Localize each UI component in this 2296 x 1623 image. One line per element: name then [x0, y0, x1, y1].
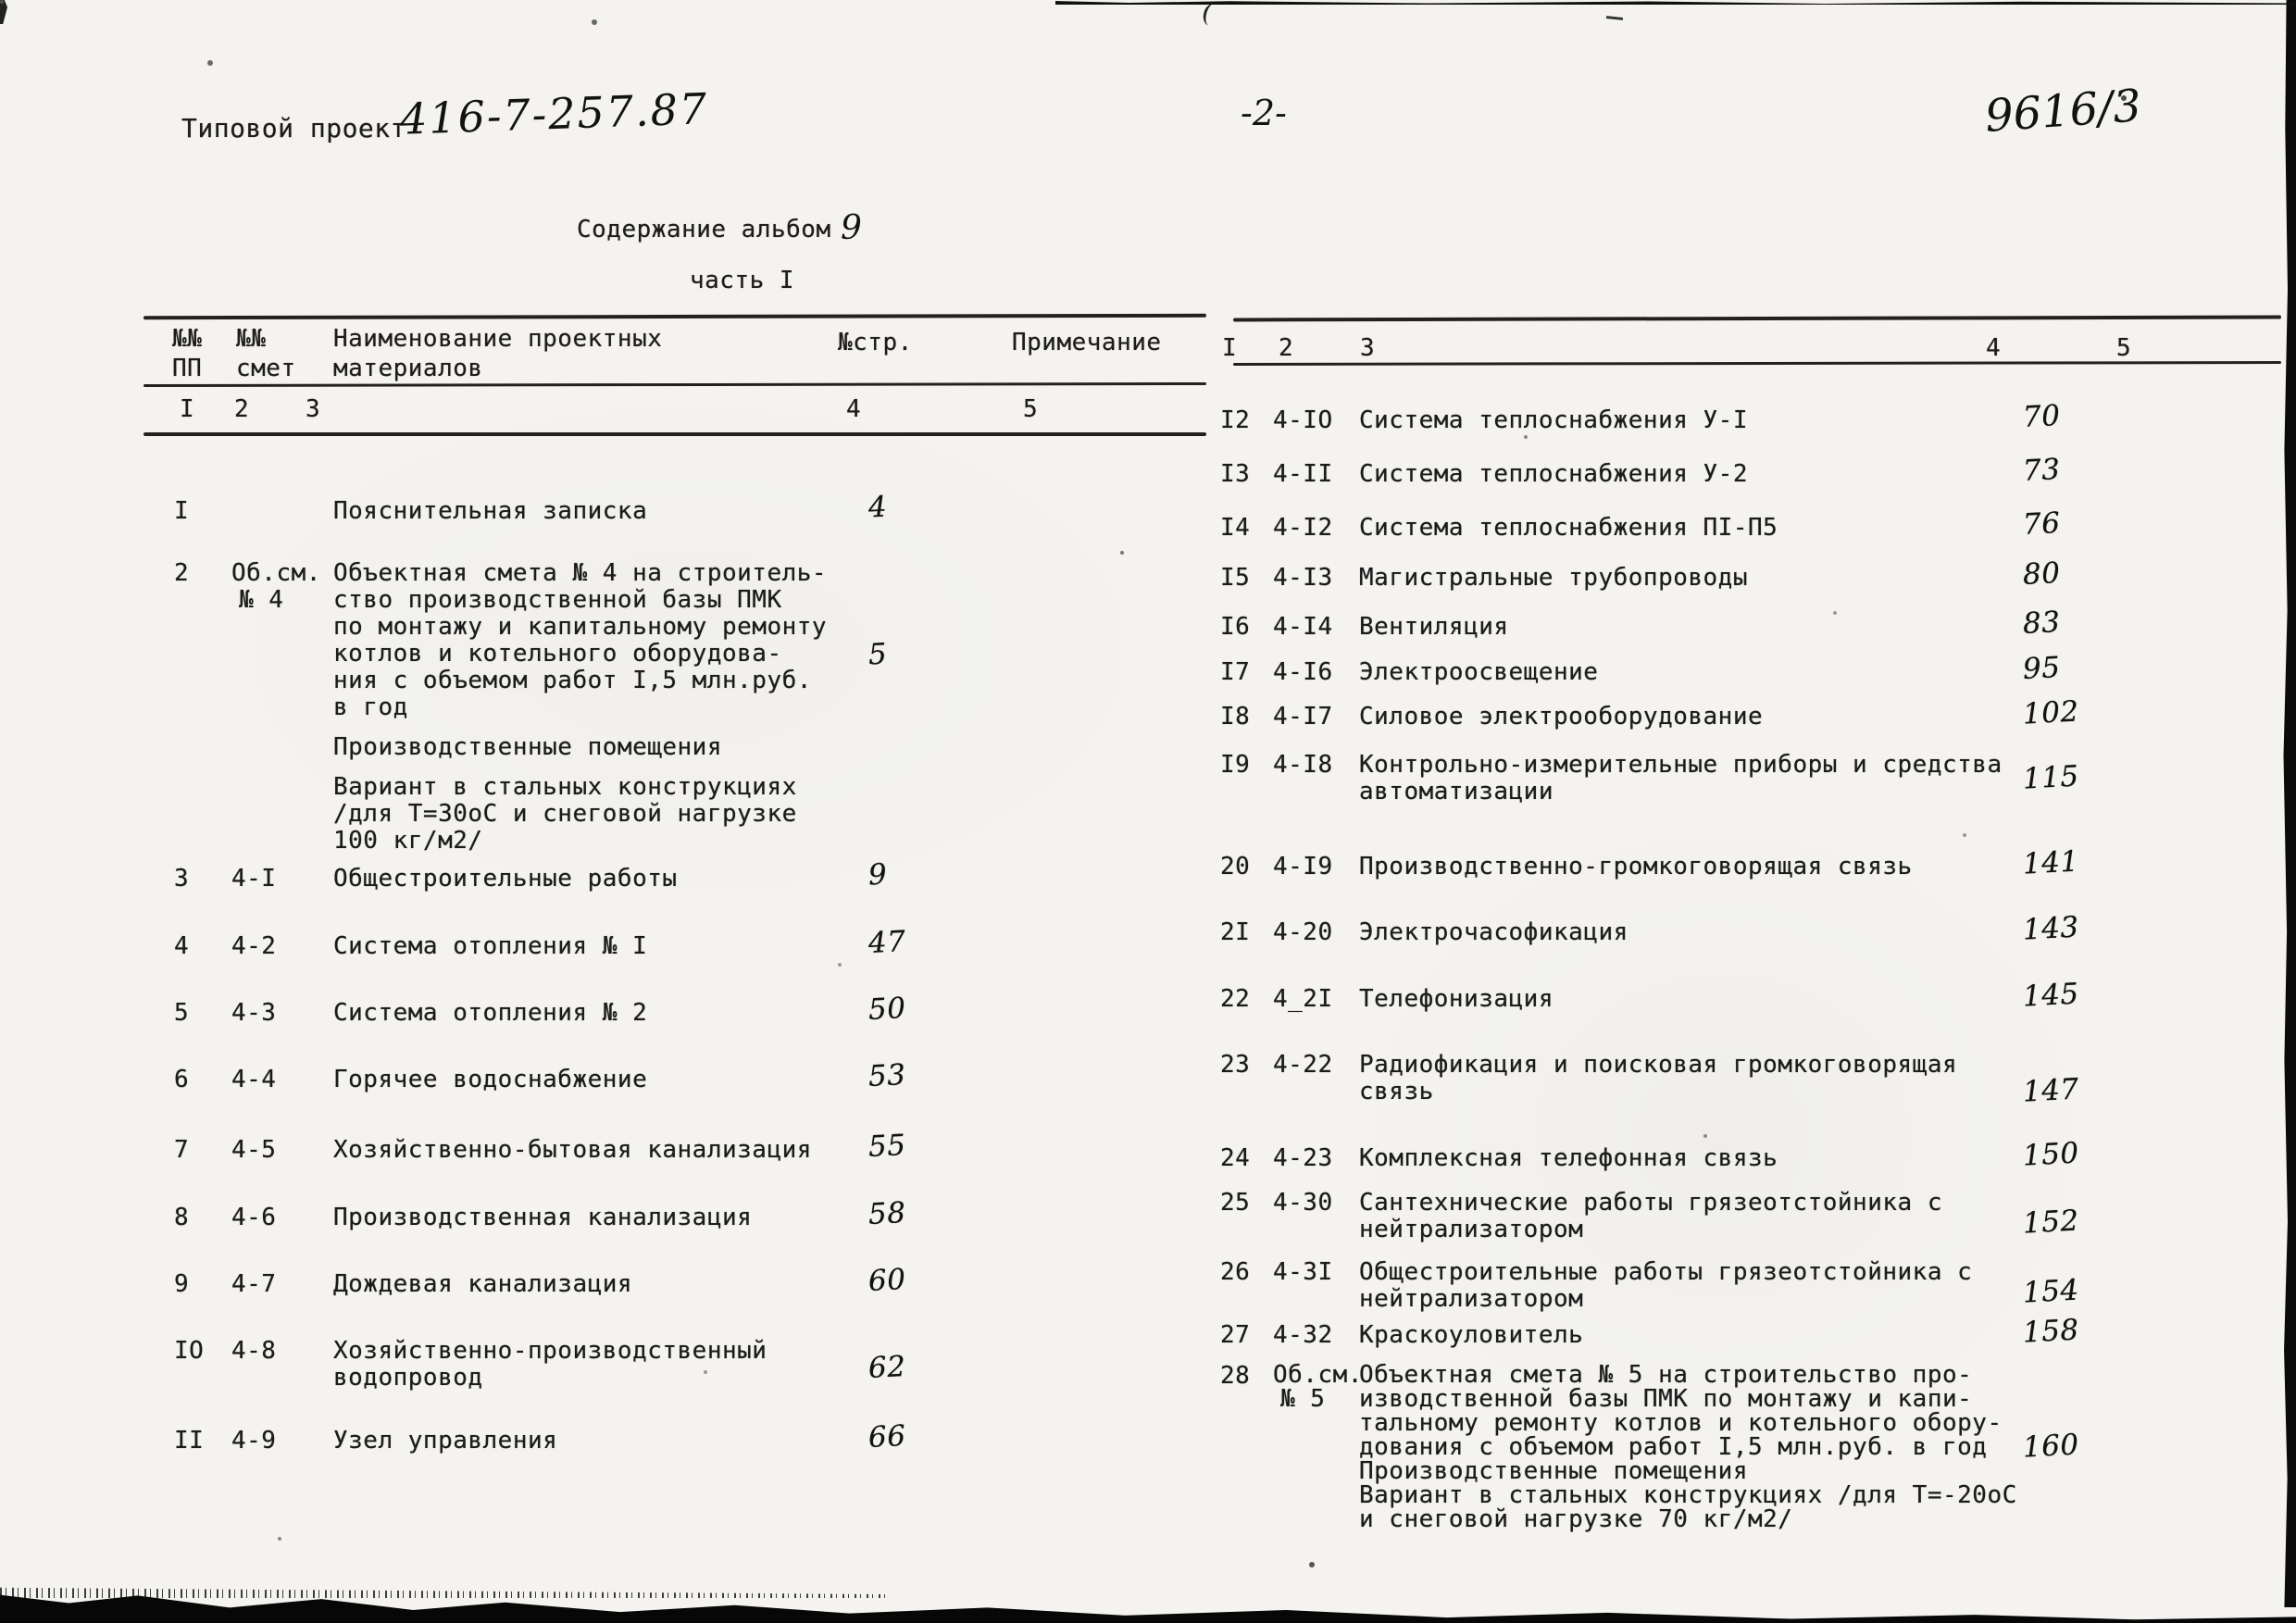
- cell-page-number: 55: [867, 1128, 907, 1165]
- left-header-page: №стр.: [838, 329, 913, 356]
- name-line: ство производственной базы ПМК: [333, 586, 782, 614]
- cell-page-number: 47: [867, 924, 907, 961]
- cell-name: [333, 1000, 647, 1027]
- name-line: и снеговой нагрузке 70 кг/м2/: [1359, 1505, 1793, 1533]
- scan-edge-right: [2279, 0, 2296, 1607]
- name-line: Система теплоснабжения ПI-П5: [1359, 514, 1778, 542]
- left-header-smet-2: смет: [236, 355, 296, 382]
- project-label: Типовой проект: [181, 113, 407, 144]
- cell-name: [1359, 1145, 1778, 1172]
- name-line: Система отопления № 2: [333, 999, 648, 1027]
- cell-name: [1359, 1259, 1972, 1313]
- name-line: автоматизации: [1359, 778, 1554, 805]
- name-line: котлов и котельного оборудова-: [333, 640, 782, 668]
- name-line: Хозяйственно-производственный: [333, 1337, 767, 1365]
- left-header-note: Примечание: [1012, 329, 1162, 356]
- cell-page-number: 60: [867, 1262, 907, 1299]
- cell-name: [1359, 854, 1913, 880]
- name-line: Радиофикация и поисковая громкоговорящая: [1359, 1051, 1958, 1079]
- cell-page-number: 9: [867, 857, 889, 893]
- left-table-rule-mid: [144, 382, 1206, 387]
- name-line: Дождевая канализация: [333, 1270, 633, 1298]
- cell-page-number: 115: [2022, 759, 2080, 796]
- cell-page-number: 95: [2022, 650, 2062, 687]
- cell-row-number: 6: [174, 1066, 190, 1093]
- cell-estimate-number: 4-30: [1273, 1189, 1333, 1217]
- cell-name: [1359, 614, 1509, 641]
- cell-row-number: 2: [174, 559, 190, 587]
- cell-name: [1359, 919, 1628, 946]
- left-header-smet-1: №№: [236, 325, 267, 353]
- cell-page-number: 102: [2022, 694, 2080, 731]
- cell-estimate-number: 4-5: [231, 1136, 277, 1164]
- cell-name: [333, 1271, 632, 1298]
- cell-estimate-number: 4-II: [1273, 460, 1333, 488]
- column-number: 5: [2116, 334, 2132, 362]
- cell-page-number: 147: [2022, 1072, 2080, 1109]
- name-line: Хозяйственно-бытовая канализация: [333, 1136, 812, 1164]
- name-line: Производственные помещения: [1359, 1457, 1748, 1485]
- cell-page-number: 62: [867, 1349, 907, 1386]
- name-line: Вентиляция: [1359, 613, 1509, 641]
- cell-row-number: 4: [174, 932, 190, 960]
- name-line: Магистральные трубопроводы: [1359, 564, 1748, 592]
- cell-estimate-number: 4-3: [231, 999, 277, 1027]
- name-line: связь: [1359, 1078, 1434, 1105]
- cell-estimate-number: 4-I6: [1273, 658, 1333, 686]
- cell-row-number: I8: [1220, 703, 1251, 730]
- cell-row-number: 7: [174, 1136, 190, 1164]
- cell-estimate-number: 4-9: [231, 1427, 277, 1454]
- cell-estimate-number: 4-I4: [1273, 613, 1333, 641]
- cell-page-number: 83: [2022, 605, 2062, 642]
- name-line: тальному ремонту котлов и котельного обору-: [1359, 1409, 2003, 1437]
- cell-estimate-number: 4-6: [231, 1204, 277, 1231]
- left-table-rule-top: [144, 314, 1206, 319]
- cell-row-number: 24: [1220, 1144, 1251, 1172]
- cell-estimate-number: № 5: [1280, 1385, 1326, 1413]
- cell-row-number: I: [174, 497, 190, 525]
- name-line: Система теплоснабжения У-I: [1359, 406, 1748, 434]
- left-header-pp-2: ПП: [172, 355, 203, 382]
- cell-estimate-number: 4-2: [231, 932, 277, 960]
- name-line: Контрольно-измерительные приборы и средства: [1359, 751, 2003, 779]
- cell-name: [1359, 986, 1554, 1013]
- column-number: I: [180, 395, 195, 423]
- cell-name: [333, 1067, 647, 1093]
- left-header-pp-1: №№: [172, 325, 203, 353]
- name-line: /для Т=30оС и снеговой нагрузке: [333, 800, 797, 828]
- pen-dash-mark: [1606, 16, 1623, 20]
- name-line: Система отопления № I: [333, 932, 648, 960]
- cell-estimate-number: 4-20: [1273, 918, 1333, 946]
- name-line: Краскоуловитель: [1359, 1321, 1584, 1349]
- cell-row-number: I9: [1220, 751, 1251, 779]
- cell-estimate-number: Об.см.: [1273, 1361, 1363, 1389]
- name-line: Узел управления: [333, 1427, 558, 1454]
- cell-row-number: I6: [1220, 613, 1251, 641]
- cell-estimate-number: 4-I2: [1273, 514, 1333, 542]
- cell-page-number: 80: [2022, 556, 2062, 593]
- column-number: 5: [1023, 395, 1039, 423]
- column-number: 4: [846, 395, 862, 423]
- column-number: 3: [1360, 334, 1376, 362]
- cell-row-number: 9: [174, 1270, 190, 1298]
- name-line: Общестроительные работы: [333, 865, 678, 893]
- cell-name: [333, 1428, 557, 1454]
- cell-estimate-number: 4-22: [1273, 1051, 1333, 1079]
- name-line: Горячее водоснабжение: [333, 1066, 648, 1093]
- pen-squiggle-mark: [1201, 2, 1221, 27]
- cell-estimate-number: 4-32: [1273, 1321, 1333, 1349]
- cell-page-number: 152: [2022, 1204, 2080, 1241]
- cell-name: [333, 1137, 812, 1164]
- left-header-name-1: Наименование проектных: [333, 325, 663, 353]
- cell-estimate-number: 4-I7: [1273, 703, 1333, 730]
- name-line: по монтажу и капитальному ремонту: [333, 613, 828, 641]
- cell-row-number: 27: [1220, 1321, 1251, 1349]
- name-line: Вариант в стальных конструкциях /для Т=-20оС: [1359, 1481, 2017, 1509]
- cell-page-number: 50: [867, 991, 907, 1028]
- cell-page-number: 73: [2022, 452, 2062, 489]
- cell-page-number: 76: [2022, 506, 2062, 543]
- column-number: I: [1222, 334, 1238, 362]
- name-line: нейтрализатором: [1359, 1216, 1584, 1243]
- doc-code: 9616/3: [1983, 80, 2143, 143]
- cell-name: [333, 933, 647, 960]
- cell-page-number: 66: [867, 1418, 907, 1455]
- name-line: дования с объемом работ I,5 млн.руб. в год: [1359, 1433, 1988, 1461]
- project-number: 416-7-257.87: [399, 83, 709, 144]
- left-table-rule-bottom: [144, 432, 1206, 436]
- cell-name: [333, 560, 827, 855]
- name-line: в год: [333, 693, 408, 721]
- cell-name: [1359, 1190, 1942, 1243]
- name-line: Производственно-громкоговорящая связь: [1359, 853, 1913, 880]
- cell-row-number: 22: [1220, 985, 1251, 1013]
- left-header-name-2: материалов: [333, 355, 483, 382]
- cell-row-number: 26: [1220, 1258, 1251, 1286]
- paper-specks: [0, 0, 4, 4]
- column-number: 3: [306, 395, 321, 423]
- cell-estimate-number: 4-IO: [1273, 406, 1333, 434]
- name-line: Вариант в стальных конструкциях: [333, 773, 797, 801]
- cell-name: [333, 498, 647, 525]
- cell-row-number: 5: [174, 999, 190, 1027]
- name-line: Силовое электрооборудование: [1359, 703, 1764, 730]
- cell-name: [1359, 659, 1598, 686]
- cell-name: [1359, 1363, 2017, 1531]
- cell-row-number: II: [174, 1427, 205, 1454]
- name-line: Электрочасофикация: [1359, 918, 1628, 946]
- cell-page-number: 160: [2022, 1428, 2080, 1465]
- cell-name: [1359, 1052, 1957, 1105]
- cell-estimate-number: 4_2I: [1273, 985, 1333, 1013]
- cell-estimate-number: 4-4: [231, 1066, 277, 1093]
- cell-name: [1359, 461, 1748, 488]
- scan-bottom-noise: [0, 1583, 889, 1598]
- cell-page-number: 145: [2022, 977, 2080, 1014]
- cell-row-number: I5: [1220, 564, 1251, 592]
- name-line: Производственные помещения: [333, 733, 722, 761]
- cell-page-number: 141: [2022, 844, 2080, 881]
- cell-row-number: I3: [1220, 460, 1251, 488]
- name-line: Телефонизация: [1359, 985, 1554, 1013]
- name-line: Объектная смета № 4 на строитель-: [333, 559, 828, 587]
- cell-name: [1359, 752, 2003, 805]
- cell-name: [333, 1205, 752, 1231]
- cell-page-number: 143: [2022, 910, 2080, 947]
- cell-name: [1359, 407, 1748, 434]
- name-line: Общестроительные работы грязеотстойника с: [1359, 1258, 1973, 1286]
- cell-page-number: 158: [2022, 1313, 2080, 1350]
- cell-name: [1359, 565, 1748, 592]
- name-line: Пояснительная записка: [333, 497, 648, 525]
- name-line: Производственная канализация: [333, 1204, 753, 1231]
- cell-row-number: 23: [1220, 1051, 1251, 1079]
- cell-row-number: I4: [1220, 514, 1251, 542]
- cell-row-number: IO: [174, 1337, 205, 1365]
- name-line: Сантехнические работы грязеотстойника с: [1359, 1189, 1942, 1217]
- name-line: 100 кг/м2/: [333, 827, 483, 855]
- cell-page-number: 150: [2022, 1136, 2080, 1173]
- cell-name: [333, 1338, 767, 1392]
- cell-row-number: 3: [174, 865, 190, 893]
- name-line: Система теплоснабжения У-2: [1359, 460, 1748, 488]
- cell-estimate-number: 4-7: [231, 1270, 277, 1298]
- cell-page-number: 4: [867, 490, 889, 525]
- cell-row-number: 8: [174, 1204, 190, 1231]
- contents-album-number: 9: [841, 209, 862, 247]
- name-line: Комплексная телефонная связь: [1359, 1144, 1778, 1172]
- cell-estimate-number: 4-I3: [1273, 564, 1333, 592]
- cell-estimate-number: 4-I: [231, 865, 277, 893]
- name-line: нейтрализатором: [1359, 1285, 1584, 1313]
- cell-estimate-number: 4-I8: [1273, 751, 1333, 779]
- name-line: [333, 721, 827, 734]
- sheet-number: -2-: [1241, 93, 1287, 133]
- cell-name: [1359, 704, 1763, 730]
- right-table-rule-top: [1233, 316, 2281, 322]
- cell-name: [1359, 1322, 1583, 1349]
- cell-name: [1359, 515, 1778, 542]
- name-line: Объектная смета № 5 на строительство про-: [1359, 1361, 1973, 1389]
- name-line: Электроосвещение: [1359, 658, 1599, 686]
- cell-estimate-number: Об.см.: [231, 559, 321, 587]
- cell-page-number: 5: [867, 637, 889, 672]
- cell-name: [333, 866, 678, 893]
- cell-estimate-number: 4-23: [1273, 1144, 1333, 1172]
- cell-row-number: I2: [1220, 406, 1251, 434]
- name-line: ния с объемом работ I,5 млн.руб.: [333, 667, 812, 694]
- part-label: часть I: [690, 267, 795, 294]
- contents-title: Содержание альбом: [577, 216, 831, 243]
- cell-estimate-number: 4-8: [231, 1337, 277, 1365]
- name-line: изводственной базы ПМК по монтажу и капи-: [1359, 1385, 1973, 1413]
- column-number: 2: [234, 395, 250, 423]
- cell-estimate-number: 4-3I: [1273, 1258, 1333, 1286]
- scan-edge-top: [1055, 0, 2296, 5]
- cell-page-number: 58: [867, 1195, 907, 1232]
- cell-page-number: 154: [2022, 1273, 2080, 1310]
- cell-estimate-number: 4-I9: [1273, 853, 1333, 880]
- cell-row-number: 2I: [1220, 918, 1251, 946]
- cell-row-number: I7: [1220, 658, 1251, 686]
- name-line: водопровод: [333, 1364, 483, 1392]
- cell-row-number: 28: [1220, 1362, 1251, 1390]
- cell-page-number: 53: [867, 1057, 907, 1094]
- cell-page-number: 70: [2022, 398, 2062, 435]
- column-number: 4: [1986, 334, 2002, 362]
- cell-row-number: 20: [1220, 853, 1251, 880]
- column-number: 2: [1279, 334, 1294, 362]
- name-line: [333, 761, 827, 774]
- cell-estimate-number: № 4: [239, 586, 284, 614]
- cell-row-number: 25: [1220, 1189, 1251, 1217]
